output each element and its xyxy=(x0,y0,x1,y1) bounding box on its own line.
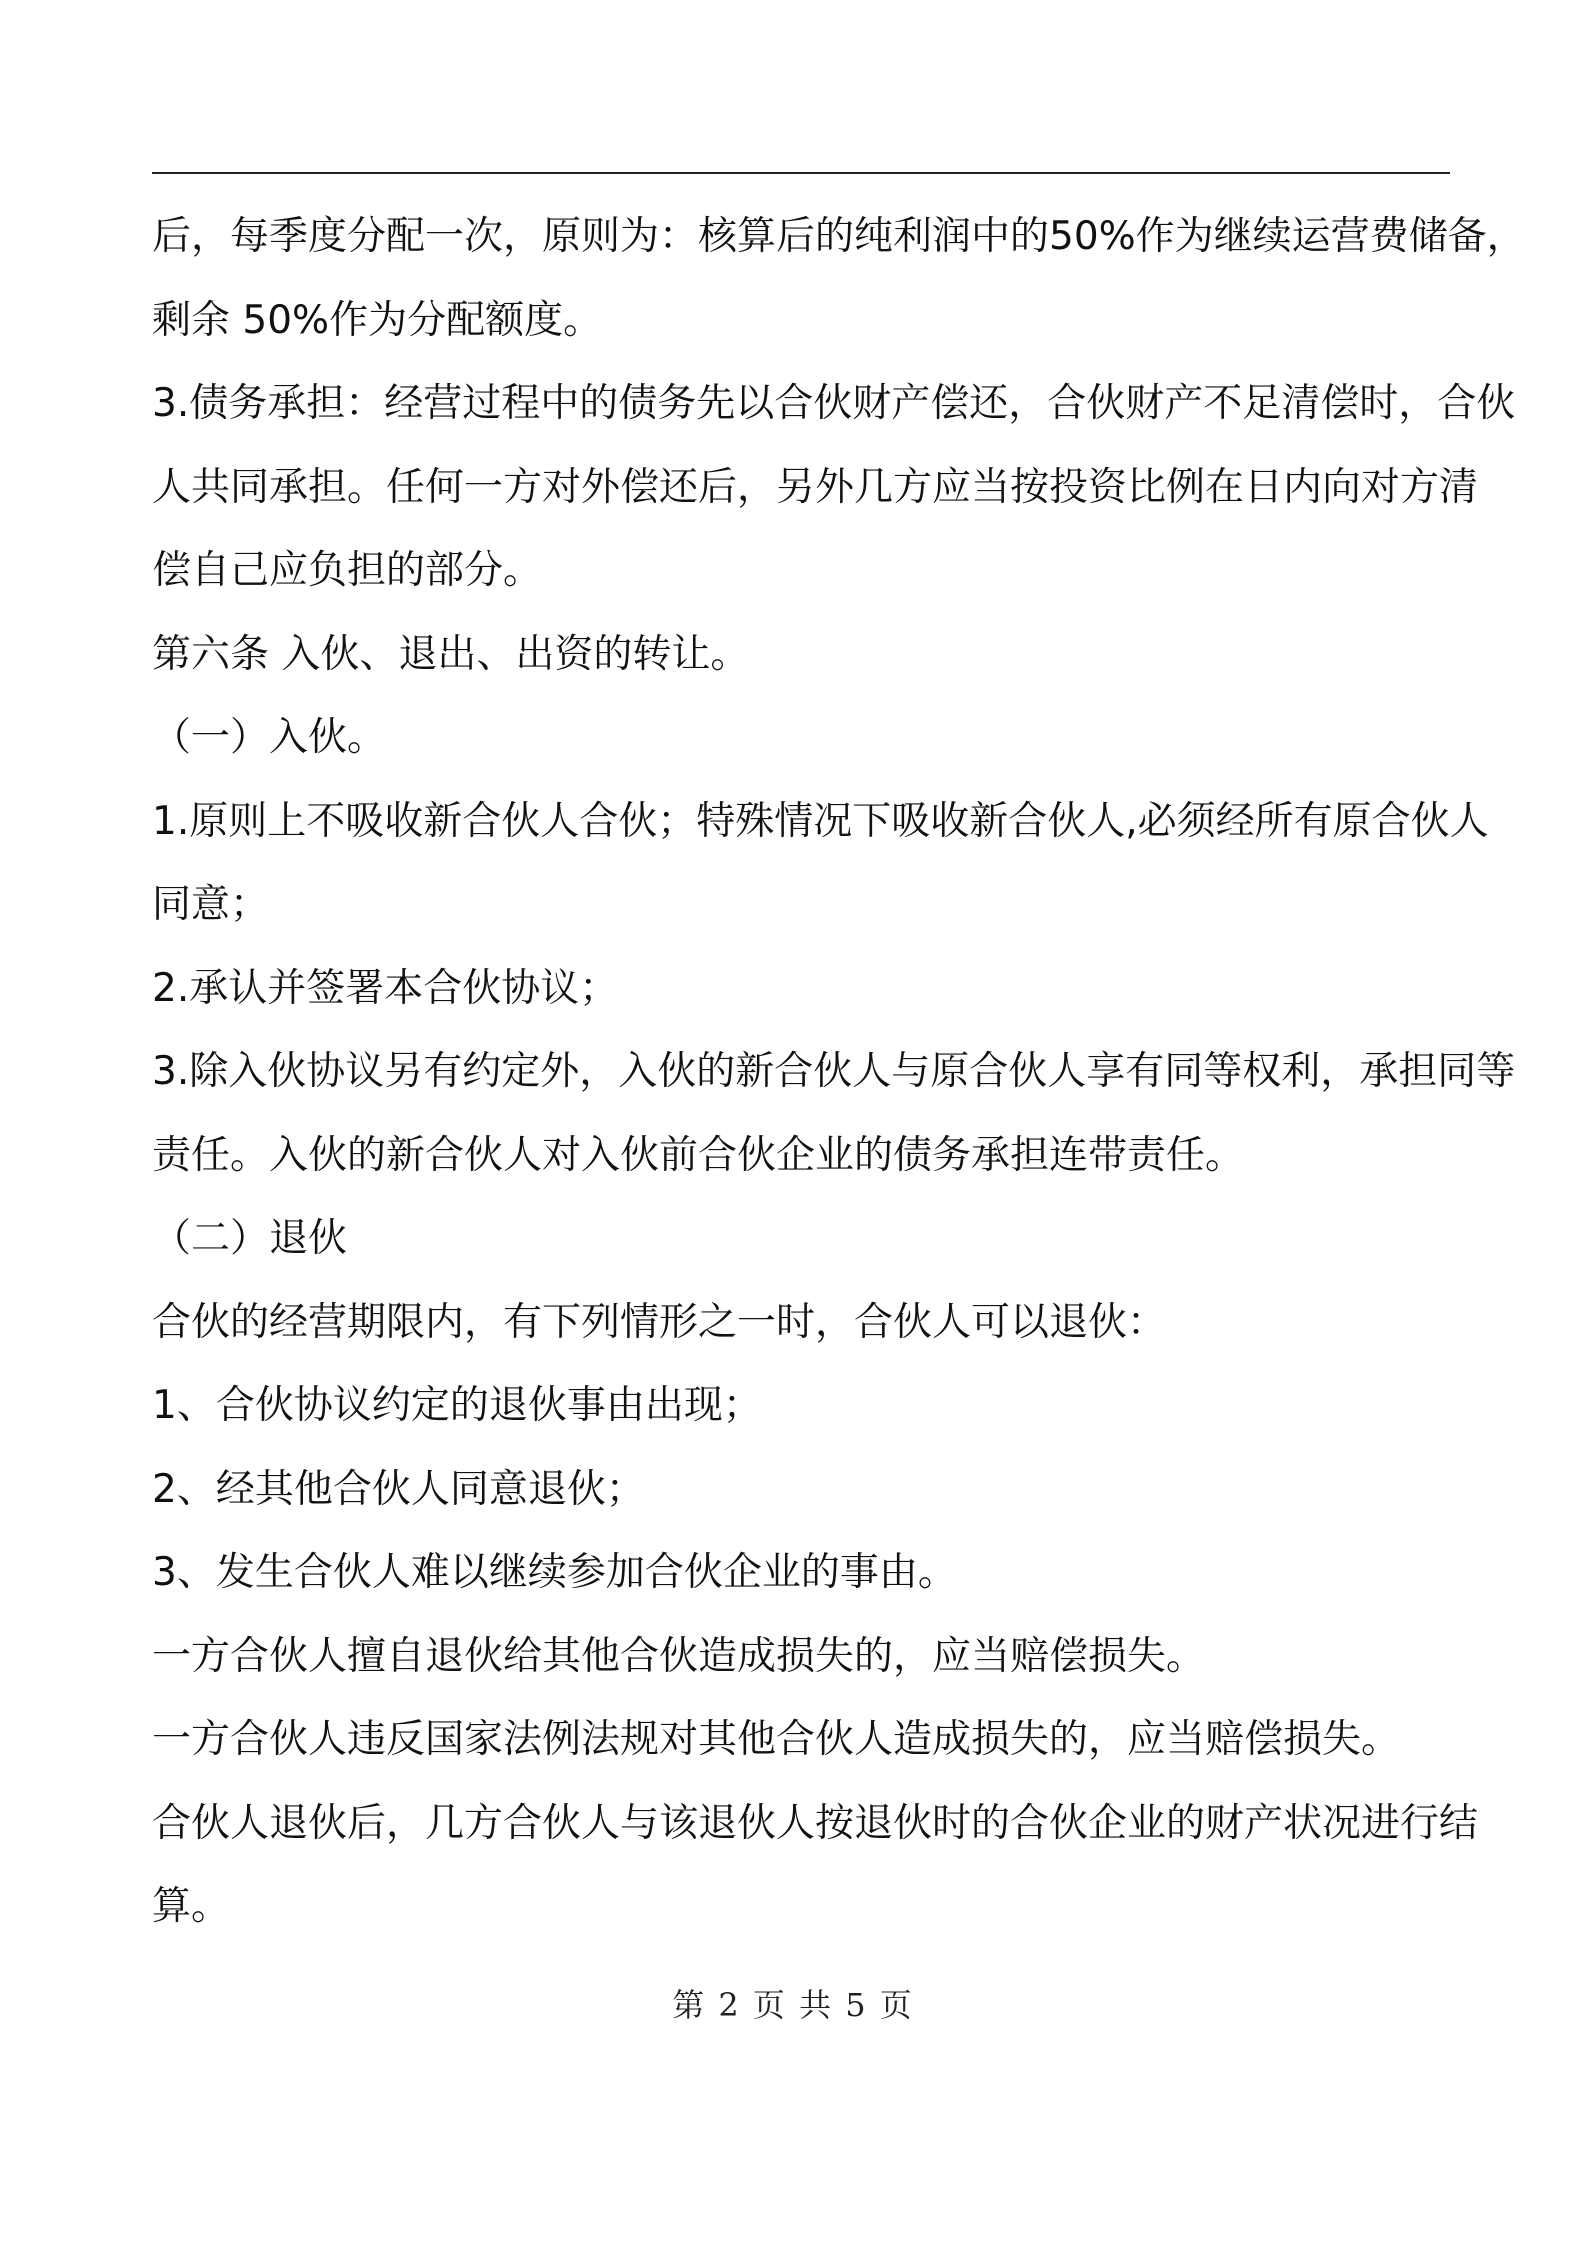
text-line: 1.原则上不吸收新合伙人合伙；特殊情况下吸收新合伙人,必须经所有原合伙人 xyxy=(152,798,1489,844)
subsection-heading: （二）退伙 xyxy=(152,1216,348,1261)
text-line: 同意； xyxy=(152,882,270,927)
text-line: 偿自己应负担的部分。 xyxy=(152,548,543,593)
text-line: 剩余 50%作为分配额度。 xyxy=(152,297,603,343)
text-line: 一方合伙人违反国家法例法规对其他合伙人造成损失的，应当赔偿损失。 xyxy=(152,1717,1401,1762)
section-heading: 第六条 入伙、退出、出资的转让。 xyxy=(152,631,750,677)
document-body xyxy=(152,195,1526,1949)
text-line: 后，每季度分配一次，原则为：核算后的纯利润中的50%作为继续运营费储备， xyxy=(152,214,1526,259)
text-line: 人共同承担。任何一方对外偿还后，另外几方应当按投资比例在日内向对方清 xyxy=(152,464,1479,510)
text-line: 算。 xyxy=(152,1884,231,1929)
text-line: 合伙人退伙后，几方合伙人与该退伙人按退伙时的合伙企业的财产状况进行结 xyxy=(152,1800,1479,1846)
text-line: 一方合伙人擅自退伙给其他合伙造成损失的，应当赔偿损失。 xyxy=(152,1633,1206,1679)
text-line: 2、经其他合伙人同意退伙； xyxy=(152,1466,645,1512)
text-line: 责任。入伙的新合伙人对入伙前合伙企业的债务承担连带责任。 xyxy=(152,1132,1245,1178)
text-line: 1、合伙协议约定的退伙事由出现； xyxy=(152,1383,762,1428)
subsection-heading: （一）入伙。 xyxy=(152,715,387,760)
text-line: 2.承认并签署本合伙协议； xyxy=(152,965,619,1011)
page-number-footer: 第 2 页 共 5 页 xyxy=(672,1986,914,2024)
text-line: 3、发生合伙人难以继续参加合伙企业的事由。 xyxy=(152,1550,957,1595)
text-line: 合伙的经营期限内，有下列情形之一时，合伙人可以退伙： xyxy=(152,1299,1167,1345)
text-line: 3.债务承担：经营过程中的债务先以合伙财产偿还，合伙财产不足清偿时，合伙 xyxy=(152,381,1516,426)
header-rule xyxy=(152,172,1450,174)
text-line: 3.除入伙协议另有约定外，入伙的新合伙人与原合伙人享有同等权利，承担同等 xyxy=(152,1049,1516,1094)
